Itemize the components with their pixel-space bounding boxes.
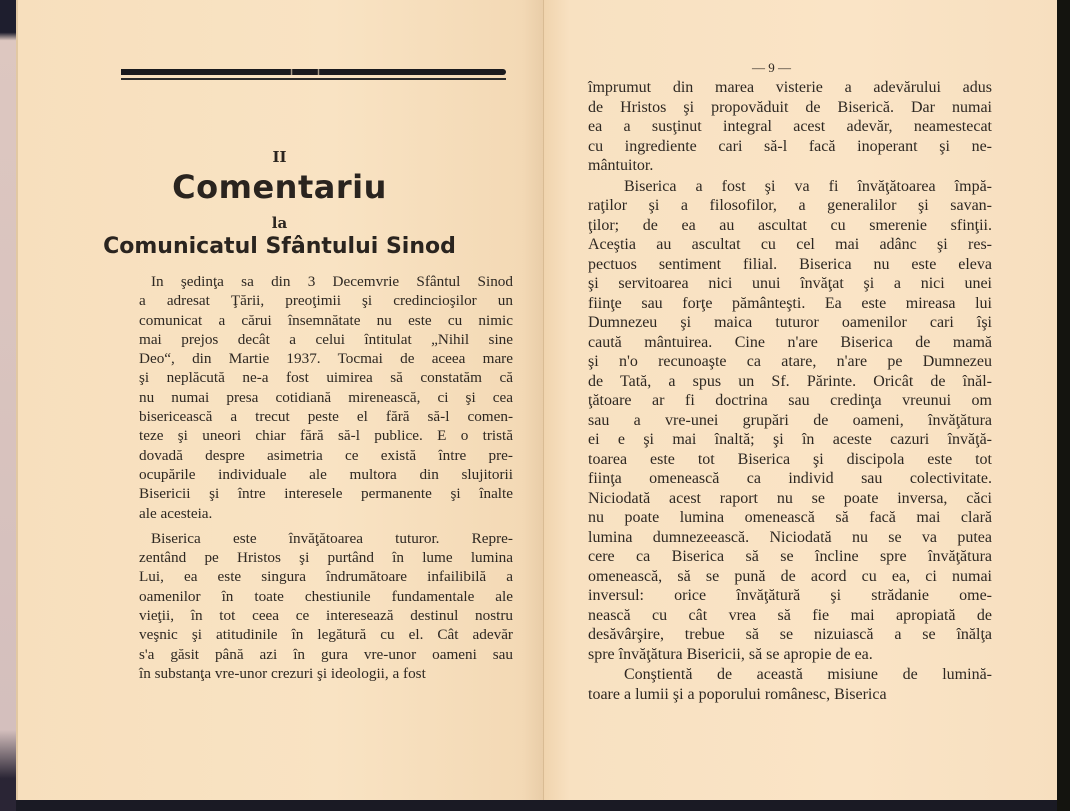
text-line: în substanţa vre-unor crezuri şi ideologii, a fost: [139, 664, 426, 682]
text-line: şi neplăcută ne-a fost uimirea să constatăm că: [139, 369, 513, 387]
text-line: ţătoare ar fi doctrina sau credinţa vreunui om: [588, 392, 992, 409]
text-line: lumina dumnezeească. Niciodată nu se va putea: [588, 528, 992, 546]
chapter-subtitle: Comunicatul Sfântului Sinod: [103, 234, 456, 259]
text-line: Niciodată acest raport nu se poate inversa, căci: [588, 489, 992, 507]
page-number: — 9 —: [752, 60, 791, 75]
text-line: teze şi uneori chiar fără să-l publice. E o tristă: [139, 427, 513, 445]
text-line: pectuos sentiment filial. Biserica nu este eleva: [588, 255, 992, 273]
text-line: sau a vre-unei grupări de oameni, învăţătura: [588, 411, 992, 429]
text-line: spre învăţătura Bisericii, să se apropie de ea.: [588, 645, 873, 663]
text-line: mai prejos decât a celui întitulat „Nihil sine: [139, 330, 513, 348]
text-line: ocupările individuale ale multora din slujitorii: [139, 465, 513, 483]
text-line: Aceştia au ascultat cu cel mai adânc şi res-: [588, 236, 992, 253]
text-line: cere ca Biserica să se încline spre învăţătura: [588, 548, 992, 565]
text-line: desăvârşire, trebue să se nizuiască a se înălţa: [588, 626, 992, 643]
text-line: ţilor; de ea au ascultat cu smerenie sfinţii.: [588, 216, 992, 234]
text-line: ale acesteia.: [139, 504, 213, 522]
text-line: raţilor şi a filosofilor, a generalilor şi savan-: [588, 197, 992, 214]
paragraph: [588, 78, 992, 176]
text-line: caută mântuirea. Cine n'are Biserica de mamă: [588, 333, 992, 351]
text-line: dovadă despre asimetria ce există între pre-: [139, 446, 513, 464]
text-line: nu numai presa cotidiană mirenească, ci şi cea: [139, 388, 513, 406]
text-line: omenească, să se pună de acord cu ea, ci numai: [588, 567, 992, 585]
text-line: bisericească a trecut peste el fără să-l comen-: [139, 408, 513, 426]
text-line: vieţii, în tot ceea ce interesează destinul nostru: [139, 607, 513, 625]
text-line: Lui, ea este singura îndrumătoare infailibilă a: [139, 568, 513, 586]
text-line: oamenilor în toate chestiunile fundamentale ale: [139, 587, 513, 605]
text-line: In şedinţa sa din 3 Decemvrie Sfântul Sinod: [151, 273, 513, 290]
text-line: fiinţe sau forţe pământeşti. Ea este mireasa lui: [588, 294, 992, 312]
text-line: de Hristos şi propovăduit de Biserică. Dar numai: [588, 98, 992, 116]
chapter-heading: [16, 0, 543, 300]
text-line: nească cu cât vrea să fie mai apropiată de: [588, 606, 992, 624]
text-line: toarea este tot Biserica şi discipola este tot: [588, 450, 992, 468]
text-line: Biserica a fost şi va fi învăţătoarea împă-: [624, 177, 992, 195]
text-line: şi servitoarea nici unui învăţat şi a nici unei: [588, 275, 992, 292]
left-page-body: [139, 272, 513, 683]
text-line: şi n'o recunoaşte ca atare, n'are pe Dumnezeu: [588, 353, 992, 370]
text-line: cu ingrediente cari să-l facă inoperant şi ne-: [588, 137, 992, 155]
book-bottom-edge: [16, 800, 1057, 811]
chapter-title: Comentariu: [172, 168, 387, 206]
book-cover-edge-left: [0, 0, 16, 811]
paragraph: [588, 665, 992, 704]
paragraph: [588, 177, 992, 665]
text-line: comunicat a cărui însemnătate nu este cu nimic: [139, 311, 513, 329]
paragraph: [139, 529, 513, 683]
chapter-number: II: [272, 148, 287, 166]
text-line: s'a găsit până azi în gura vre-unor oameni sau: [139, 645, 513, 663]
text-line: Biserica este învăţătoarea tuturor. Repre-: [151, 529, 513, 547]
right-page-body: [588, 78, 992, 704]
book-cover-edge-right: [1057, 0, 1070, 811]
text-line: Conştientă de această misiune de lumină-: [624, 666, 992, 683]
text-line: inversul: orice învăţătură şi strădanie ome-: [588, 587, 992, 604]
text-line: mântuitor.: [588, 157, 654, 174]
text-line: Deo“, din Martie 1937. Tocmai de aceea mare: [139, 350, 513, 368]
text-line: zentând pe Hristos şi purtând în lume lumina: [139, 549, 513, 567]
paragraph: [139, 272, 513, 523]
text-line: ei e şi mai înaltă; şi în aceste cazuri învăţă-: [588, 431, 992, 448]
text-line: nu poate lumina omenească să facă mai clară: [588, 509, 992, 526]
title-connector: la: [271, 214, 288, 232]
text-line: a adresat Ţării, preoţimii şi credincioşilor un: [139, 292, 513, 310]
text-line: Bisericii şi între interesele permanente şi înalte: [139, 485, 513, 503]
text-line: fiinţa omenească ca individ sau colectivitate.: [588, 470, 992, 487]
text-line: ea a susţinut integral acest adevăr, neamestecat: [588, 118, 992, 135]
text-line: veşnic şi atitudinile în legătură cu el. Cât adevăr: [139, 626, 513, 644]
text-line: împrumut din marea visterie a adevărului adus: [588, 79, 992, 96]
text-line: Dumnezeu şi maica tuturor oamenilor cari îşi: [588, 314, 992, 331]
text-line: de Tată, a spus un Sf. Părinte. Oricât de înăl-: [588, 372, 992, 390]
text-line: toare a lumii şi a poporului românesc, Biserica: [588, 685, 887, 703]
